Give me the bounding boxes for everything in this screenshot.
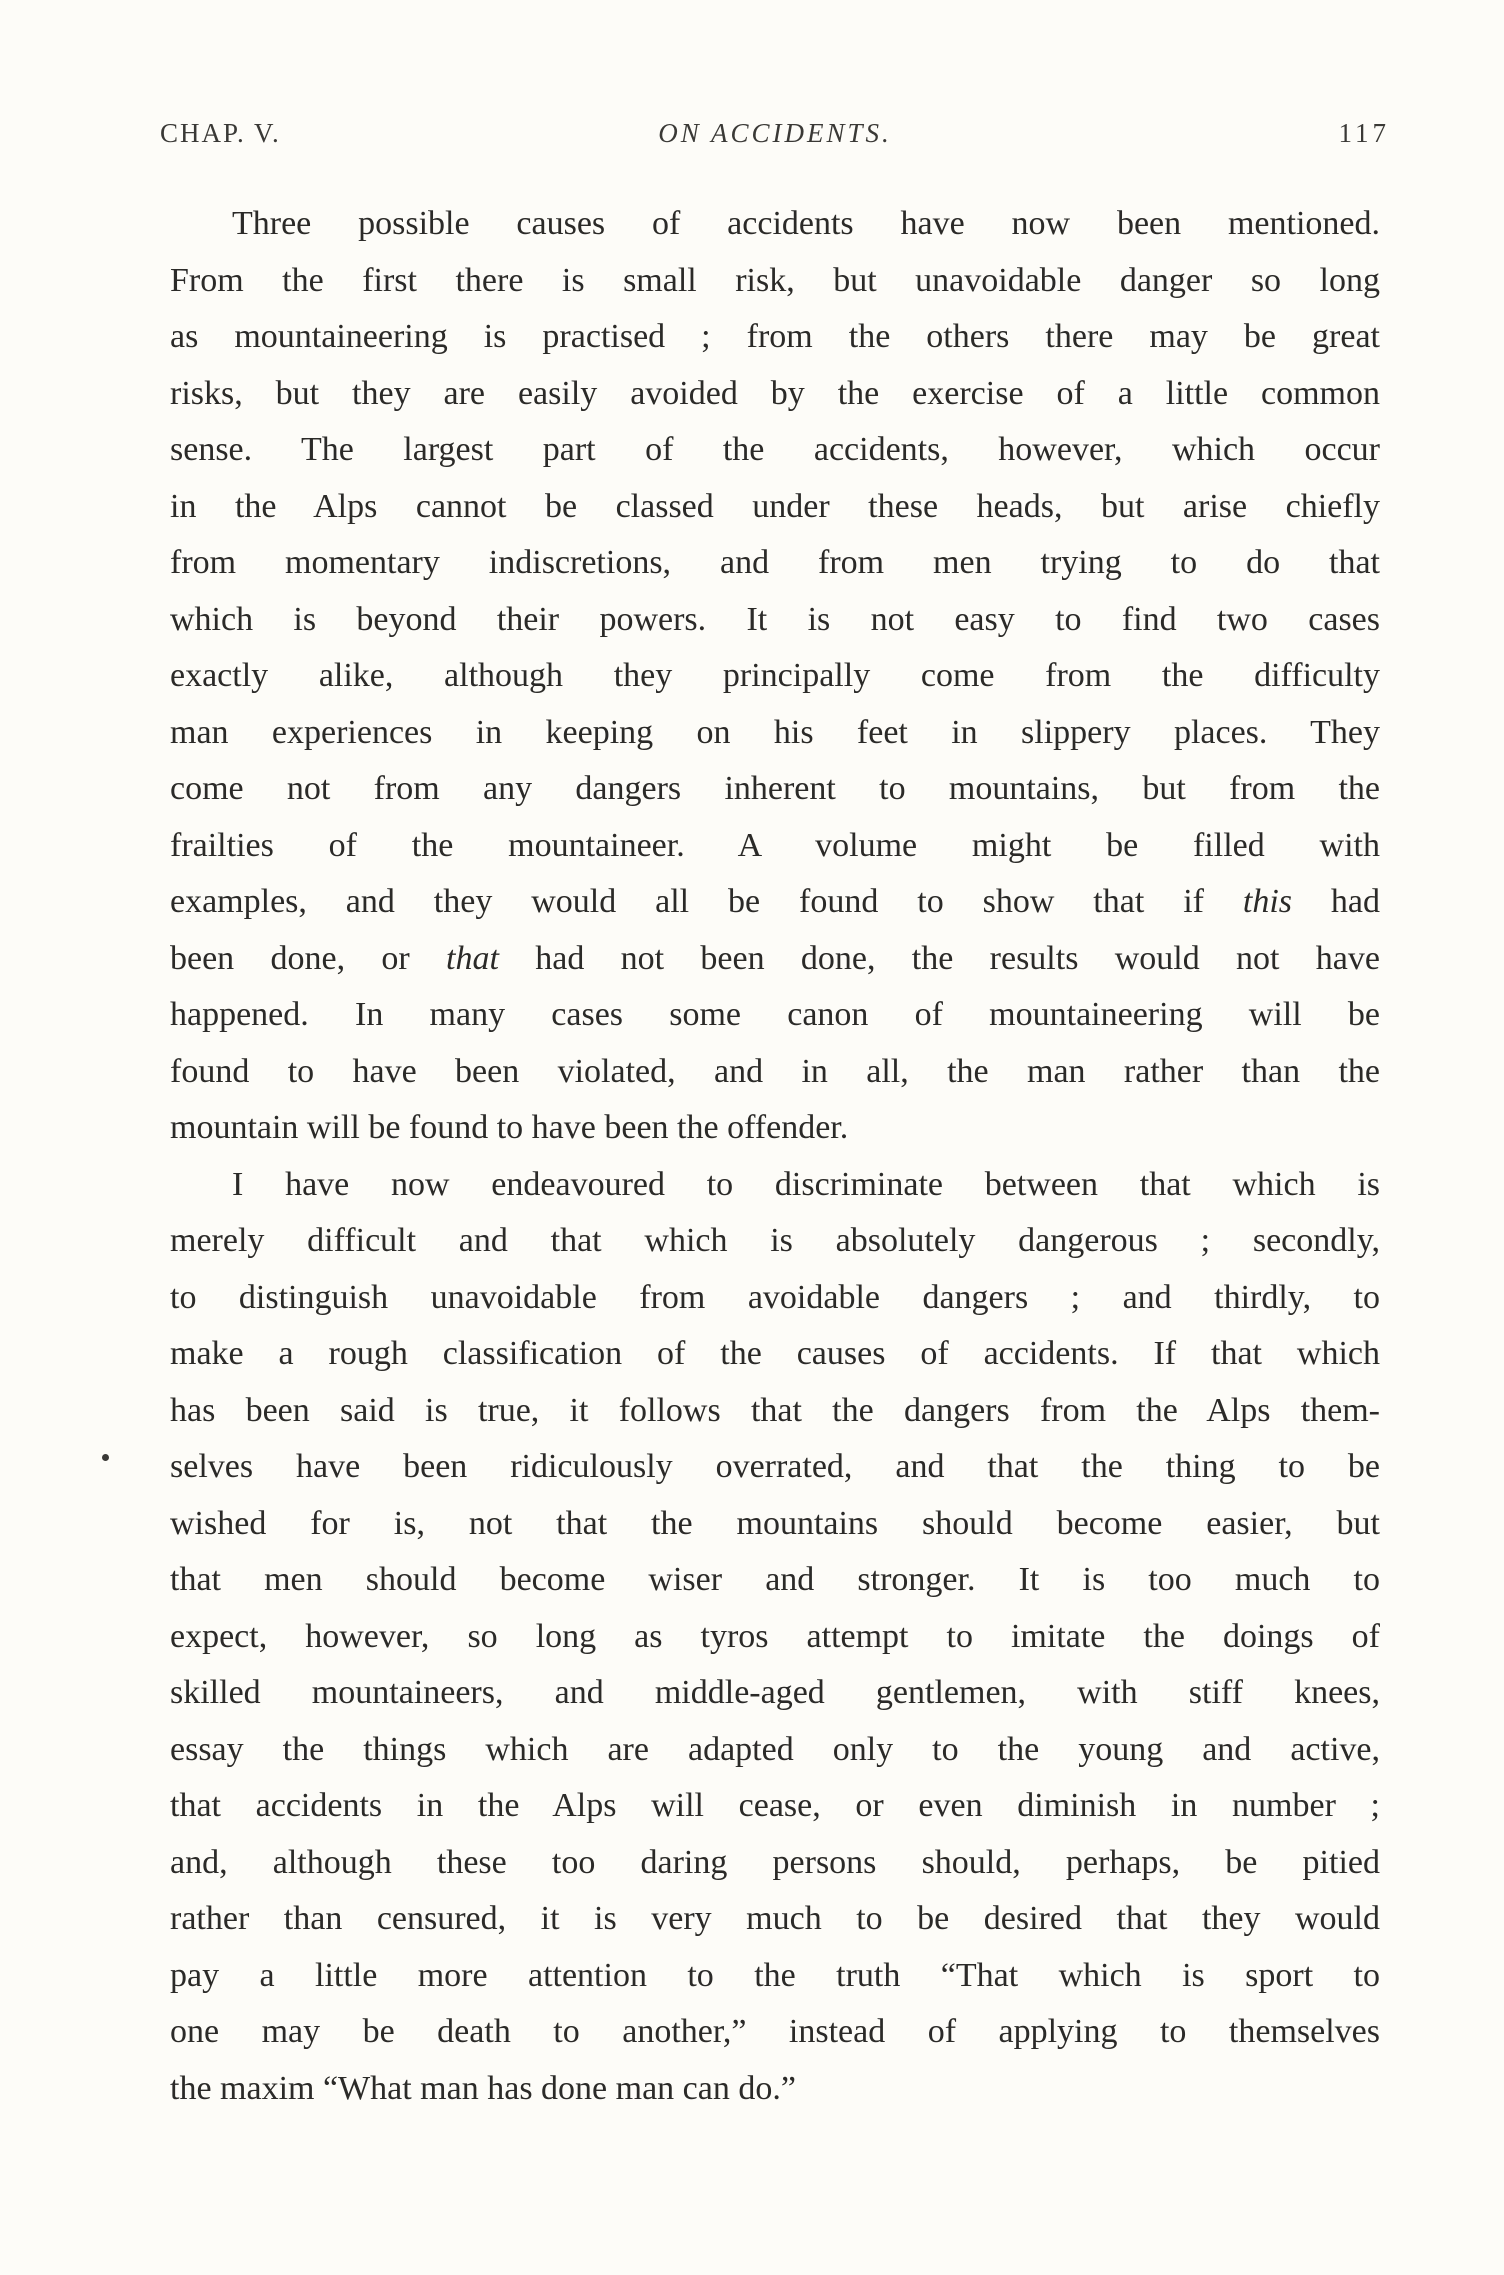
italic-word: that [446, 939, 499, 977]
text-line: skilled mountaineers, and middle-aged gentlemen, with stiff knees, [170, 1674, 1380, 1711]
text-line: from momentary indiscretions, and from men trying to do that [170, 544, 1380, 581]
text-line [170, 874, 1380, 931]
text-line: risks, but they are easily avoided by the exercise of a little common [170, 374, 1380, 412]
text-line: Three possible causes of accidents have now been mentioned. [232, 205, 1380, 242]
text-line: I have now endeavoured to discriminate between that which is [232, 1165, 1380, 1203]
text-line: sense. The largest part of the accidents, however, which occur [170, 431, 1380, 468]
body-text [170, 196, 1380, 2117]
text-line: the maxim “What man has done man can do.” [170, 2069, 796, 2107]
text-line: one may be death to another,” instead of applying to themselves [170, 2013, 1380, 2050]
text-line: and, although these too daring persons should, perhaps, be pitied [170, 1843, 1380, 1881]
text-line: that accidents in the Alps will cease, or even diminish in number ; [170, 1787, 1380, 1824]
text-line: to distinguish unavoidable from avoidable dangers ; and thirdly, to [170, 1278, 1380, 1316]
text-run: had not been done, the results would not have [498, 939, 1380, 977]
text-line: come not from any dangers inherent to mountains, but from the [170, 770, 1380, 807]
text-line: which is beyond their powers. It is not easy to find two cases [170, 600, 1380, 638]
running-title: ON ACCIDENTS. [658, 118, 892, 148]
text-line [170, 931, 1380, 988]
page-number: 117 [1338, 118, 1390, 148]
text-line: pay a little more attention to the truth “That which is sport to [170, 1956, 1380, 1994]
text-line: as mountaineering is practised ; from the others there may be great [170, 318, 1380, 355]
text-line: expect, however, so long as tyros attempt to imitate the doings of [170, 1617, 1380, 1655]
margin-mark [102, 1454, 109, 1461]
text-line: frailties of the mountaineer. A volume might be filled with [170, 826, 1380, 864]
text-line: man experiences in keeping on his feet in slippery places. They [170, 713, 1380, 751]
text-line: rather than censured, it is very much to be desired that they would [170, 1900, 1380, 1937]
italic-word: this [1242, 883, 1292, 920]
text-line: selves have been ridiculously overrated, and that the thing to be [170, 1448, 1380, 1485]
text-line: make a rough classification of the causes of accidents. If that which [170, 1335, 1380, 1372]
chapter-label: CHAP. V. [160, 118, 281, 148]
text-line: in the Alps cannot be classed under these heads, but arise chiefly [170, 487, 1380, 525]
text-line: essay the things which are adapted only to the young and active, [170, 1730, 1380, 1768]
text-line: happened. In many cases some canon of mountaineering will be [170, 996, 1380, 1033]
running-head [160, 118, 1390, 158]
text-line: wished for is, not that the mountains should become easier, but [170, 1504, 1380, 1542]
text-line: mountain will be found to have been the offender. [170, 1109, 849, 1146]
text-line: has been said is true, it follows that the dangers from the Alps them- [170, 1391, 1380, 1429]
text-run: examples, and they would all be found to show that if [170, 883, 1243, 920]
text-line: exactly alike, although they principally come from the difficulty [170, 657, 1380, 694]
text-line: From the first there is small risk, but unavoidable danger so long [170, 261, 1380, 299]
text-run: been done, or [170, 939, 447, 977]
text-line: found to have been violated, and in all, the man rather than the [170, 1052, 1380, 1090]
text-run: had [1292, 883, 1380, 920]
text-line: merely difficult and that which is absolutely dangerous ; secondly, [170, 1222, 1380, 1259]
text-line: that men should become wiser and stronger. It is too much to [170, 1561, 1380, 1598]
